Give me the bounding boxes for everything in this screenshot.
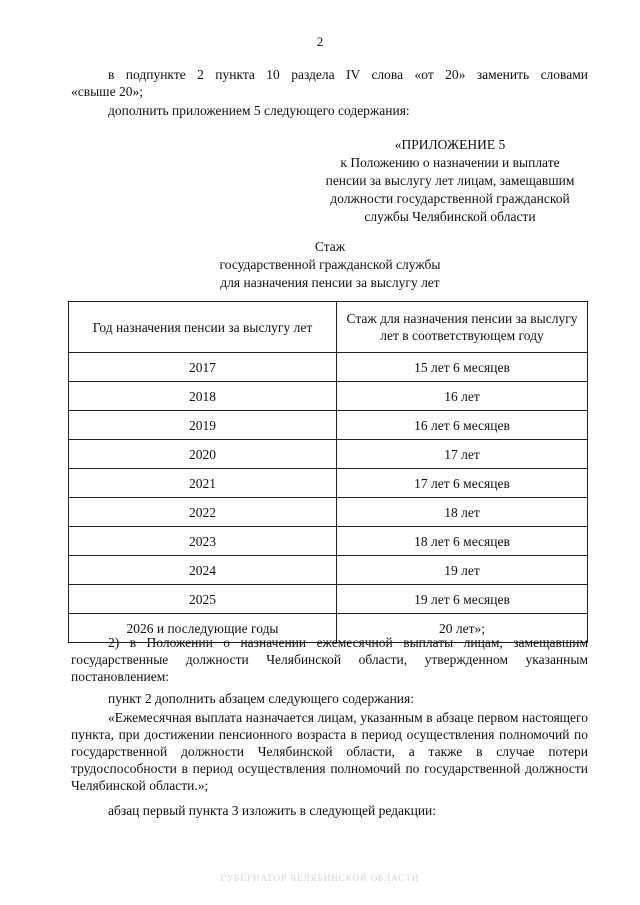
service-length-cell: 18 лет 6 месяцев <box>337 527 588 556</box>
appendix-header-line-4: должности государственной гражданской <box>330 191 570 206</box>
page-number: 2 <box>316 34 324 49</box>
table-row <box>69 469 588 498</box>
appendix-header-line-3: пенсии за выслугу лет лицам, замещавшим <box>325 173 575 188</box>
body-paragraph-point-3: абзац первый пункта 3 изложить в следующей редакции: <box>108 803 437 818</box>
year-cell: 2020 <box>69 440 337 469</box>
service-length-cell: 19 лет 6 месяцев <box>337 585 588 614</box>
service-length-cell: 19 лет <box>337 556 588 585</box>
service-length-table <box>68 301 588 643</box>
table-header-row <box>69 302 588 353</box>
intro-paragraph-1-line-1: в подпункте 2 пункта 10 раздела IV слова «от 20» заменить словами <box>108 67 588 82</box>
table-row <box>69 527 588 556</box>
table-title-line-1: Стаж <box>314 239 346 254</box>
table-row <box>69 585 588 614</box>
year-cell: 2019 <box>69 411 337 440</box>
column-header-year: Год назначения пенсии за выслугу лет <box>69 302 337 353</box>
year-cell: 2024 <box>69 556 337 585</box>
body-paragraph-point-2: пункт 2 дополнить абзацем следующего содержания: <box>108 691 414 706</box>
watermark: ГУБЕРНАТОР ЧЕЛЯБИНСКОЙ ОБЛАСТИ <box>220 873 420 883</box>
appendix-header-line-5: службы Челябинской области <box>364 209 536 224</box>
year-cell: 2026 и последующие годы <box>69 614 337 643</box>
body-paragraph-2-point: 2) в Положении о назначении ежемесячной выплаты лицам, замещавшим государственные должности Челябинской области, утвержденном указанным постановлением: <box>71 635 588 684</box>
service-length-cell: 18 лет <box>337 498 588 527</box>
year-cell: 2018 <box>69 382 337 411</box>
service-length-cell: 17 лет 6 месяцев <box>337 469 588 498</box>
service-length-cell: 15 лет 6 месяцев <box>337 353 588 382</box>
table-row <box>69 498 588 527</box>
year-cell: 2017 <box>69 353 337 382</box>
service-length-cell: 16 лет 6 месяцев <box>337 411 588 440</box>
intro-paragraph-2: дополнить приложением 5 следующего содержания: <box>108 103 410 118</box>
table-title-line-3: для назначения пенсии за выслугу лет <box>220 275 440 290</box>
appendix-header <box>300 136 600 226</box>
intro-paragraph-1 <box>71 66 588 100</box>
column-header-service-length: Стаж для назначения пенсии за выслугу лет в соответствующем году <box>337 302 588 353</box>
table-title <box>150 238 510 292</box>
service-length-cell: 16 лет <box>337 382 588 411</box>
year-cell: 2023 <box>69 527 337 556</box>
year-cell: 2021 <box>69 469 337 498</box>
table-row <box>69 382 588 411</box>
year-cell: 2022 <box>69 498 337 527</box>
service-length-cell: 20 лет»; <box>337 614 588 643</box>
body-paragraph-quote: «Ежемесячная выплата назначается лицам, указанным в абзаце первом настоящего пункта, при достижении пенсионного возраста в период осуществления полномочий по государственной должности Челябинской области, а также в случае потери трудоспособности в период осуществления полномочий по государственной должности Челябинской области.»; <box>71 710 588 793</box>
table-row <box>69 411 588 440</box>
service-length-cell: 17 лет <box>337 440 588 469</box>
year-cell: 2025 <box>69 585 337 614</box>
appendix-header-line-1: «ПРИЛОЖЕНИЕ 5 <box>394 137 506 152</box>
table-row <box>69 556 588 585</box>
table-title-line-2: государственной гражданской службы <box>219 257 441 272</box>
intro-paragraph-1-line-2: «свыше 20»; <box>71 84 143 99</box>
table-row <box>69 440 588 469</box>
appendix-header-line-2: к Положению о назначении и выплате <box>340 155 560 170</box>
table-row <box>69 353 588 382</box>
